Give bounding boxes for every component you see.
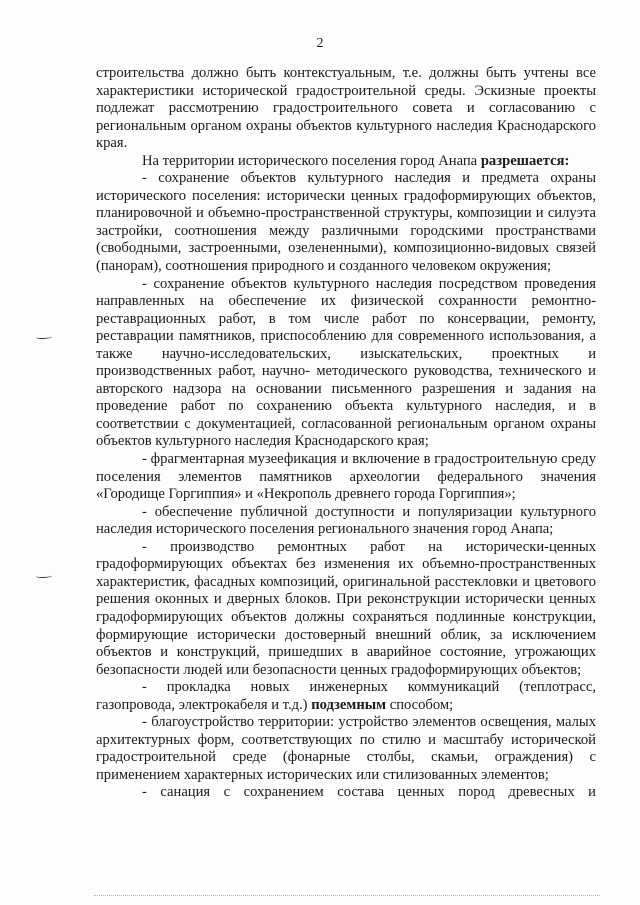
list-item: - производство ремонтных работ на исторически-ценных градоформирующих объектах без изменения их объемно-пространственных характеристик, фасадных композиций, оригинальной расстекловки и цветового решения оконных и дверных блоков. При реконструкции исторически ценных градоформирующих объектов должны сохраняться подлинные конструкции, формирующие исторически достоверный внешний облик, за исключением объектов и конструкций, пришедших в аварийное состояние, угрожающих безопасности людей или безопасности ценных градоформирующих объектов; [96,538,596,678]
margin-handwritten-mark [36,574,52,578]
list-item: - сохранение объектов культурного наследия и предмета охраны исторического поселения: исторически ценных градоформирующих объектов, планировочной и объемно-пространственной структуры, композиции и силуэта застройки, соотношения между различными городскими пространствами (свободными, застроенными, озелененными), композиционно-видовых связей (панорам), соотношения природного и созданного человеком окружения; [96,170,596,275]
page-number: 2 [316,36,324,51]
paragraph: строительства должно быть контекстуальным, т.е. должны быть учтены все характеристики исторической градостроительной среды. Эскизные проекты подлежат рассмотрению градостроительного совета и согласованию с региональным органом охраны объектов культурного наследия Краснодарского края. [96,65,596,152]
list-item: - фрагментарная музеефикация и включение в градостроительную среду поселения элементов памятников археологии федерального значения «Городище Горгиппия» и «Некрополь древнего города Горгиппия»; [96,451,596,503]
list-item: - обеспечение публичной доступности и популяризации культурного наследия исторического поселения регионального значения город Анапа; [96,503,596,538]
margin-handwritten-mark [36,335,52,339]
document-body [96,65,596,802]
page-bottom-edge [94,895,600,896]
list-item: - сохранение объектов культурного наследия посредством проведения направленных на обеспечение их физической сохранности ремонтно-реставрационных работ, в том числе работ по консервации, ремонту, реставрации памятников, приспособлению для современного использования, а также научно-исследовательских, изыскательских, проектных и производственных работ, научно- методического руководства, технического и авторского надзора на основании письменного разрешения и задания на проведение работ по сохранению объекта культурного наследия, и в соответствии с документацией, согласованной региональным органом охраны объектов культурного наследия Краснодарского края; [96,275,596,450]
list-item: - прокладка новых инженерных коммуникаций (теплотрасс, газопровода, электрокабеля и т.д.) подземным способом; [96,679,596,713]
list-item: - санация с сохранением состава ценных пород древесных и [142,784,596,801]
paragraph: На территории исторического поселения город Анапа разрешается: [142,152,570,169]
list-item: - благоустройство территории: устройство элементов освещения, малых архитектурных форм, соответствующих по стилю и масштабу исторической градостроительной среде (фонарные столбы, скамьи, ограждения) с применением характерных исторических или стилизованных элементов; [96,714,596,783]
